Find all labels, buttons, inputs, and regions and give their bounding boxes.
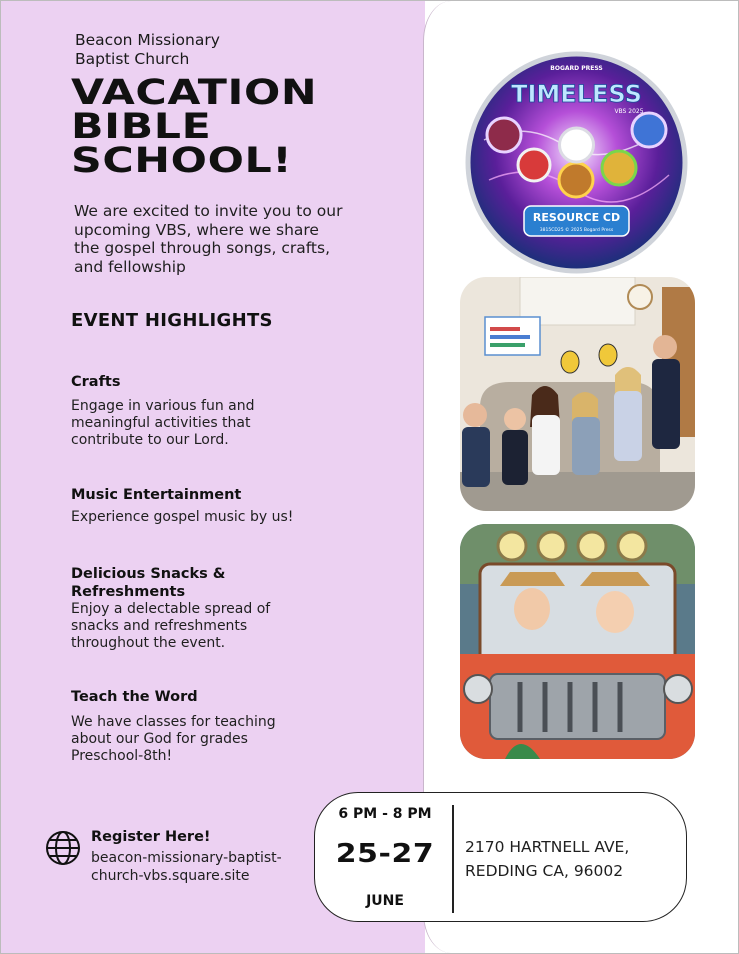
cd-center-hole	[560, 128, 594, 162]
event-time: 6 PM - 8 PM	[338, 806, 432, 822]
cd-brand: BOGARD PRESS	[550, 65, 603, 72]
globe-icon	[45, 830, 81, 866]
cd-grapes-emblem	[487, 118, 521, 152]
title-line1: VACATION	[71, 73, 318, 113]
title-line3: SCHOOL!	[71, 141, 293, 181]
bee-decoration	[561, 351, 579, 373]
resource-cd-image	[464, 50, 689, 275]
info-divider	[452, 805, 454, 913]
highlight-title-teach: Teach the Word	[71, 689, 198, 705]
cd-logo-sub: VBS 2025	[614, 108, 644, 115]
cd-label: RESOURCE CD	[532, 211, 621, 224]
wall-clock	[628, 285, 652, 309]
highlight-title-snacks: Delicious Snacks & Refreshments	[71, 566, 226, 600]
highlight-desc-crafts: Engage in various fun and meaningful activities that contribute to our Lord.	[71, 398, 255, 448]
event-dates: 25-27	[335, 839, 435, 869]
event-info-box	[314, 792, 687, 922]
title-line2: BIBLE	[71, 107, 212, 147]
highlights-heading: EVENT HIGHLIGHTS	[71, 310, 273, 331]
church-name	[75, 31, 275, 69]
cd-logo: TIMELESS	[511, 80, 642, 108]
jeep-photo-booth-art	[460, 524, 695, 759]
page-title	[71, 73, 364, 181]
highlight-desc-teach: We have classes for teaching about our God for grades Preschool-8th!	[71, 714, 276, 764]
church-name-line1: Beacon Missionary	[75, 31, 220, 49]
register-link[interactable]: beacon-missionary-baptist-church-vbs.square.site	[91, 850, 282, 884]
register-title: Register Here!	[91, 829, 211, 845]
address-line2: REDDING CA, 96002	[465, 862, 624, 880]
children-group-photo	[460, 277, 695, 511]
cd-sheep-emblem	[632, 113, 666, 147]
highlight-title-crafts: Crafts	[71, 374, 121, 390]
children-group-photo-art	[460, 277, 695, 511]
cd-hammer-emblem	[559, 163, 593, 197]
cd-shield-emblem	[518, 149, 550, 181]
cd-tent-emblem	[602, 151, 636, 185]
address-line1: 2170 HARTNELL AVE,	[465, 838, 630, 856]
cd-fine-print: 3815CD25 © 2025 Bogard Press	[539, 228, 614, 233]
event-month: JUNE	[366, 893, 404, 909]
highlight-desc-music: Experience gospel music by us!	[71, 509, 294, 525]
highlight-desc-snacks: Enjoy a delectable spread of snacks and refreshments throughout the event.	[71, 601, 271, 651]
intro-text: We are excited to invite you to our upcoming VBS, where we share the gospel through songs, crafts, and fellowship	[74, 202, 343, 276]
church-name-line2: Baptist Church	[75, 50, 190, 68]
jeep-grille	[490, 674, 665, 739]
event-address	[465, 835, 675, 883]
bee-decoration-2	[599, 344, 617, 366]
highlight-title-music: Music Entertainment	[71, 487, 242, 503]
jeep-photo-booth-photo	[460, 524, 695, 759]
